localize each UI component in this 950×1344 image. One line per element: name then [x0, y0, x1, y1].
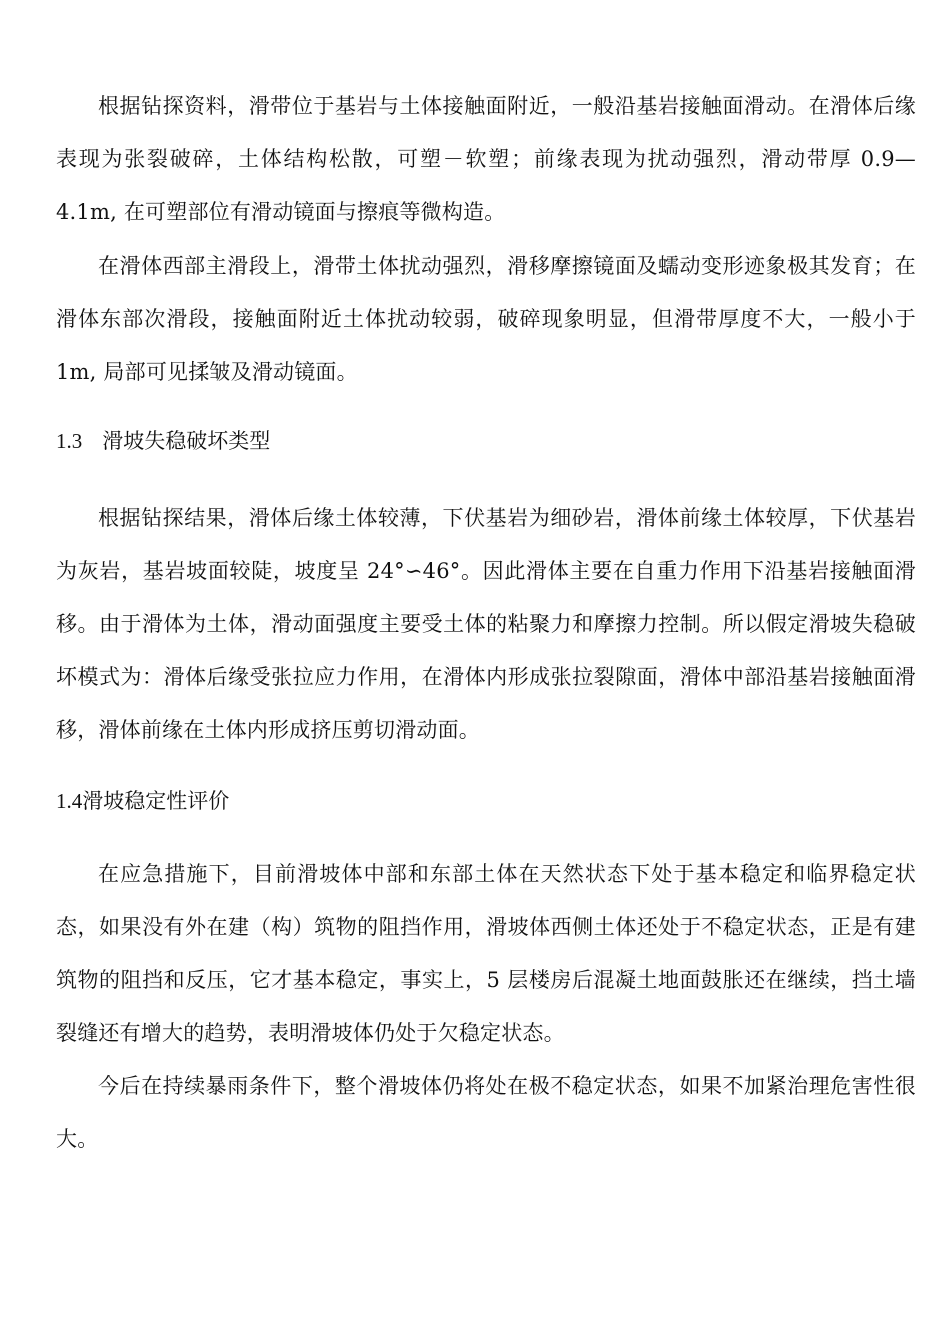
section-heading-1-3	[56, 426, 916, 456]
paragraph-stability-current: 在应急措施下，目前滑坡体中部和东部土体在天然状态下处于基本稳定和临界稳定状态，如果没有外在建（构）筑物的阻挡作用，滑坡体西侧土体还处于不稳定状态，正是有建筑物的阻挡和反压，它才基本稳定，事实上，5 层楼房后混凝土地面鼓胀还在继续，挡土墙裂缝还有增大的趋势，表明滑坡体仍处于欠稳定状态。	[56, 862, 916, 1045]
section-title: 滑坡失稳破坏类型	[102, 429, 271, 453]
paragraph-failure-mode: 根据钻探结果，滑体后缘土体较薄，下伏基岩为细砂岩，滑体前缘土体较厚，下伏基岩为灰岩，基岩坡面较陡，坡度呈 24°∽46°。因此滑体主要在自重力作用下沿基岩接触面滑移。由于滑体为土体，滑动面强度主要受土体的粘聚力和摩擦力控制。所以假定滑坡失稳破坏模式为：滑体后缘受张拉应力作用，在滑体内形成张拉裂隙面，滑体中部沿基岩接触面滑移，滑体前缘在土体内形成挤压剪切滑动面。	[56, 506, 916, 742]
paragraph-sliding-zone: 根据钻探资料，滑带位于基岩与土体接触面附近，一般沿基岩接触面滑动。在滑体后缘表现为张裂破碎，土体结构松散，可塑－软塑；前缘表现为扰动强烈，滑动带厚 0.9—4.1m, 在可塑部位有滑动镜面与擦痕等微构造。	[56, 94, 916, 224]
section-title: 滑坡稳定性评价	[82, 789, 230, 813]
section-number: 1.4	[56, 789, 83, 813]
section-heading-1-4	[56, 786, 916, 816]
section-number: 1.3	[56, 429, 83, 453]
paragraph-stability-future: 今后在持续暴雨条件下，整个滑坡体仍将处在极不稳定状态，如果不加紧治理危害性很大。	[56, 1074, 916, 1151]
paragraph-west-east-sections: 在滑体西部主滑段上，滑带土体扰动强烈，滑移摩擦镜面及蠕动变形迹象极其发育；在滑体东部次滑段，接触面附近土体扰动较弱，破碎现象明显，但滑带厚度不大，一般小于 1m, 局部可见揉皱及滑动镜面。	[56, 254, 916, 384]
